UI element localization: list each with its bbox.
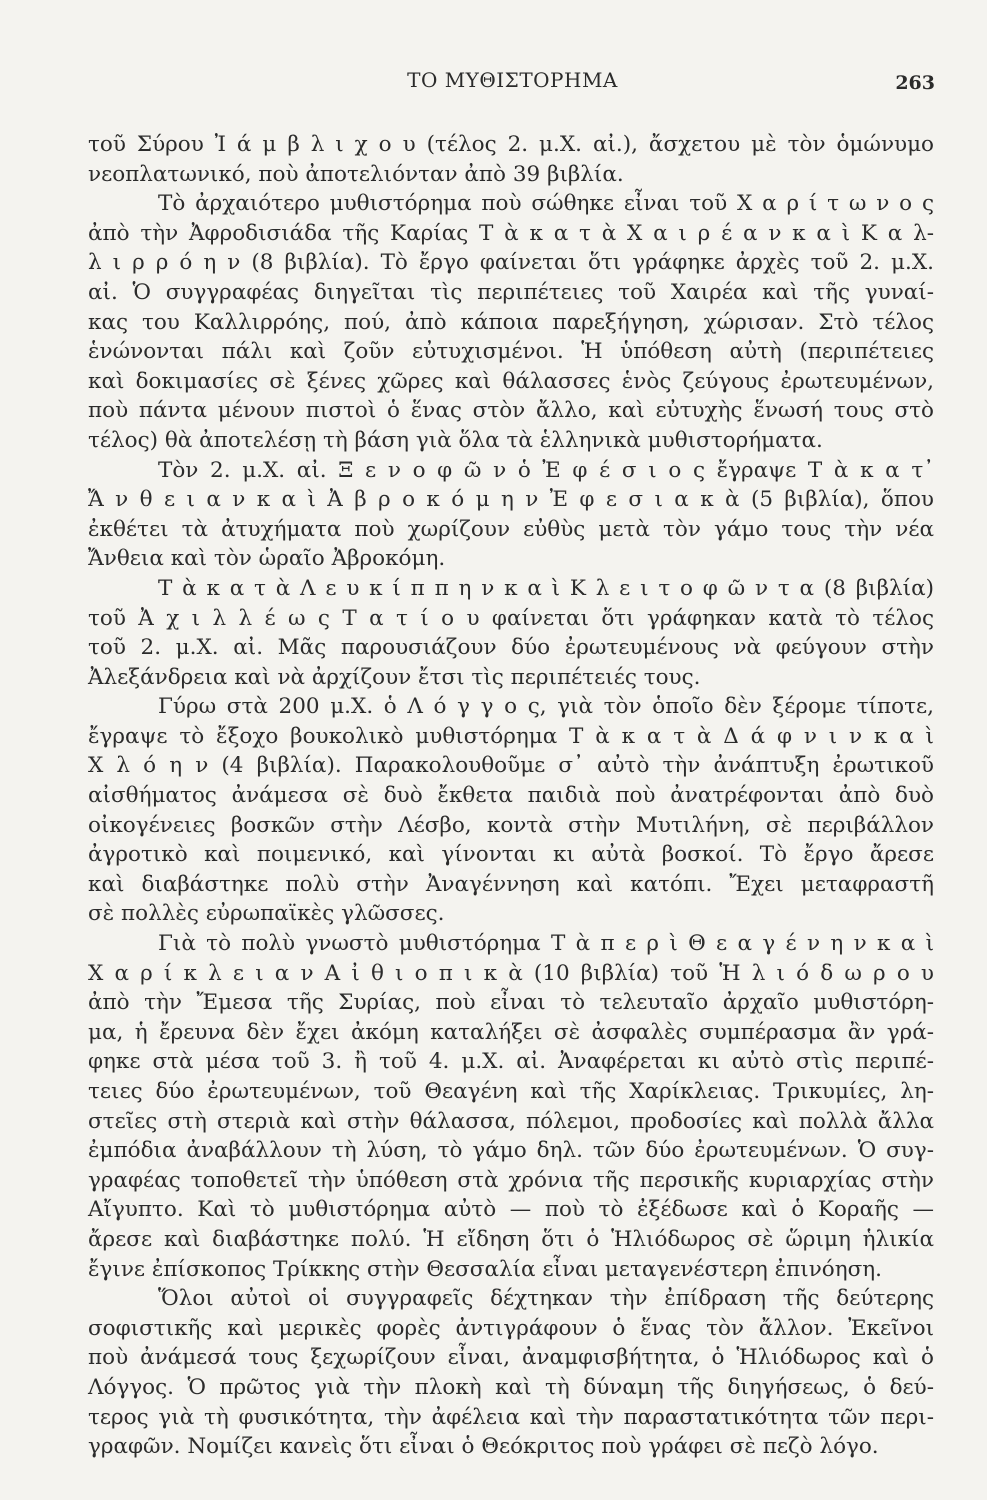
text-line: Ἀλεξάνδρεια καὶ νὰ ἀρχίζουν ἔτσι τὶς περιπέτειές τους. (88, 664, 701, 690)
text-line: σὲ πολλὲς εὐρωπαϊκὲς γλῶσσες. (88, 901, 445, 927)
text-line: τειες δύο ἐρωτευμένων, τοῦ Θεαγένη καὶ τῆς Χαρίκλειας. Τρικυμίες, λη- (88, 1079, 934, 1104)
page-number: 263 (895, 72, 935, 94)
text-line: Χ α ρ ί κ λ ε ι α ν Α ἰ θ ι ο π ι κ ὰ (10 βιβλία) τοῦ Ἡ λ ι ό δ ω ρ ο υ (88, 960, 934, 986)
text-line: κας του Καλλιρρόης, πού, ἀπὸ κάποια παρεξήγηση, χώρισαν. Στὸ τέλος (88, 309, 934, 335)
text-line: μα, ἡ ἔρευνα δὲν ἔχει ἀκόμη καταλήξει σὲ ἀσφαλὲς συμπέρασμα ἂν γρά- (88, 1019, 934, 1045)
text-line: καὶ διαβάστηκε πολὺ στὴν Ἀναγέννηση καὶ κατόπι. Ἔχει μεταφραστῆ (88, 871, 934, 897)
text-line: αἰ. Ὁ συγγραφέας διηγεῖται τὶς περιπέτειες τοῦ Χαιρέα καὶ τῆς γυναί- (88, 279, 934, 305)
running-title: ΤΟ ΜΥΘΙΣΤΟΡΗΜΑ (407, 68, 618, 92)
text-line: αἰσθήματος ἀνάμεσα σὲ δυὸ ἔκθετα παιδιὰ ποὺ ἀνατρέφονται ἀπὸ δυὸ (88, 783, 934, 809)
text-line: ἑνώνονται πάλι καὶ ζοῦν εὐτυχισμένοι. Ἡ ὑπόθεση αὐτὴ (περιπέτειες (88, 339, 934, 365)
text-line: τοῦ Ἀ χ ι λ λ έ ω ς Τ α τ ί ο υ φαίνεται ὅτι γράφηκαν κατὰ τὸ τέλος (88, 605, 934, 631)
text-line: Λόγγος. Ὁ πρῶτος γιὰ τὴν πλοκὴ καὶ τὴ δύναμη τῆς διηγήσεως, ὁ δεύ- (88, 1374, 934, 1400)
text-line: Ἄ ν θ ε ι α ν κ α ὶ Ἀ β ρ ο κ ό μ η ν Ἐ φ ε σ ι α κ ὰ (5 βιβλία), ὅπου (88, 487, 934, 513)
text-line: Ὅλοι αὐτοὶ οἱ συγγραφεῖς δέχτηκαν τὴν ἐπίδραση τῆς δεύτερης (158, 1286, 934, 1312)
page-header (90, 62, 935, 102)
paragraph (88, 130, 934, 189)
paragraph (88, 456, 934, 574)
text-line: Χ λ ό η ν (4 βιβλία). Παρακολουθοῦμε σ᾽ αὐτὸ τὴν ἀνάπτυξη ἐρωτικοῦ (88, 753, 934, 779)
text-line: Γιὰ τὸ πολὺ γνωστὸ μυθιστόρημα Τ ὰ π ε ρ ὶ Θ ε α γ έ ν η ν κ α ὶ (158, 931, 934, 957)
text-line: ἐκθέτει τὰ ἀτυχήματα ποὺ χωρίζουν εὐθὺς μετὰ τὸν γάμο τους τὴν νέα (88, 516, 934, 542)
text-line: φηκε στὰ μέσα τοῦ 3. ἢ τοῦ 4. μ.Χ. αἰ. Ἀναφέρεται κι αὐτὸ στὶς περιπέ- (88, 1049, 934, 1075)
text-line: ἀπὸ τὴν Ἀφροδισιάδα τῆς Καρίας Τ ὰ κ α τ ὰ Χ α ι ρ έ α ν κ α ὶ Κ α λ- (88, 220, 934, 246)
paragraph (88, 1284, 934, 1462)
text-line: τέλος) θὰ ἀποτελέσῃ τὴ βάση γιὰ ὅλα τὰ ἑλληνικὰ μυθιστορήματα. (88, 427, 823, 453)
text-line: γραφῶν. Νομίζει κανεὶς ὅτι εἶναι ὁ Θεόκριτος ποὺ γράφει σὲ πεζὸ λόγο. (88, 1434, 879, 1460)
text-line: ἔγινε ἐπίσκοπος Τρίκκης στὴν Θεσσαλία εἶναι μεταγενέστερη ἐπινόηση. (88, 1256, 882, 1282)
paragraph (88, 574, 934, 692)
paragraph (88, 692, 934, 929)
text-line: Τ ὰ κ α τ ὰ Λ ε υ κ ί π π η ν κ α ὶ Κ λ ε ι τ ο φ ῶ ν τ α (8 βιβλία) (158, 575, 934, 601)
text-line: Αἴγυπτο. Καὶ τὸ μυθιστόρημα αὐτὸ — ποὺ τὸ ἐξέδωσε καὶ ὁ Κοραῆς — (88, 1197, 934, 1223)
text-line: ἔγραψε τὸ ἔξοχο βουκολικὸ μυθιστόρημα Τ ὰ κ α τ ὰ Δ ά φ ν ι ν κ α ὶ (88, 723, 934, 749)
body-text (88, 130, 934, 1462)
text-line: ἀγροτικὸ καὶ ποιμενικό, καὶ γίνονται κι αὐτὰ βοσκοί. Τὸ ἔργο ἄρεσε (88, 842, 934, 868)
text-line: σοφιστικῆς καὶ μερικὲς φορὲς ἀντιγράφουν ὁ ἕνας τὸν ἄλλον. Ἐκεῖνοι (88, 1315, 934, 1341)
text-line: ποὺ πάντα μένουν πιστοὶ ὁ ἕνας στὸν ἄλλο, καὶ εὐτυχὴς ἕνωσή τους στὸ (88, 398, 934, 424)
text-line: Τὸν 2. μ.Χ. αἰ. Ξ ε ν ο φ ῶ ν ὁ Ἐ φ έ σ ι ο ς ἔγραψε Τ ὰ κ α τ᾽ (158, 457, 934, 483)
text-line: στεῖες στὴ στεριὰ καὶ στὴν θάλασσα, πόλεμοι, προδοσίες καὶ πολλὰ ἄλλα (88, 1108, 934, 1134)
text-line: τοῦ Σύρου Ἰ ά μ β λ ι χ ο υ (τέλος 2. μ.Χ. αἰ.), ἄσχετου μὲ τὸν ὁμώνυμο (88, 132, 934, 157)
text-line: τοῦ 2. μ.Χ. αἰ. Μᾶς παρουσιάζουν δύο ἐρωτευμένους νὰ φεύγουν στὴν (88, 635, 934, 661)
text-line: Γύρω στὰ 200 μ.Χ. ὁ Λ ό γ γ ο ς, γιὰ τὸν ὁποῖο δὲν ξέρομε τίποτε, (158, 694, 934, 720)
text-line: Ἄνθεια καὶ τὸν ὡραῖο Ἀβροκόμη. (88, 546, 446, 572)
paragraph (88, 189, 934, 455)
text-line: καὶ δοκιμασίες σὲ ξένες χῶρες καὶ θάλασσες ἑνὸς ζεύγους ἐρωτευμένων, (88, 368, 934, 394)
text-line: οἰκογένειες βοσκῶν στὴν Λέσβο, κοντὰ στὴν Μυτιλήνη, σὲ περιβάλλον (88, 812, 934, 838)
text-line: Τὸ ἀρχαιότερο μυθιστόρημα ποὺ σώθηκε εἶναι τοῦ Χ α ρ ί τ ω ν ο ς (158, 191, 934, 217)
text-line: ἄρεσε καὶ διαβάστηκε πολύ. Ἡ εἴδηση ὅτι ὁ Ἡλιόδωρος σὲ ὥριμη ἡλικία (88, 1226, 934, 1252)
text-line: ἐμπόδια ἀναβάλλουν τὴ λύση, τὸ γάμο δηλ. τῶν δύο ἐρωτευμένων. Ὁ συγ- (88, 1138, 934, 1164)
text-line: τερος γιὰ τὴ φυσικότητα, τὴν ἀφέλεια καὶ τὴν παραστατικότητα τῶν περι- (88, 1404, 934, 1430)
text-line: ἀπὸ τὴν Ἔμεσα τῆς Συρίας, ποὺ εἶναι τὸ τελευταῖο ἀρχαῖο μυθιστόρη- (88, 990, 934, 1016)
paragraph (88, 929, 934, 1284)
text-line: λ ι ρ ρ ό η ν (8 βιβλία). Τὸ ἔργο φαίνεται ὅτι γράφηκε ἀρχὲς τοῦ 2. μ.Χ. (88, 250, 934, 276)
text-line: γραφέας τοποθετεῖ τὴν ὑπόθεση στὰ χρόνια τῆς περσικῆς κυριαρχίας στὴν (88, 1167, 934, 1193)
text-line: ποὺ ἀνάμεσά τους ξεχωρίζουν εἶναι, ἀναμφισβήτητα, ὁ Ἡλιόδωρος καὶ ὁ (88, 1345, 934, 1371)
text-line: νεοπλατωνικό, ποὺ ἀποτελιόνταν ἀπὸ 39 βιβλία. (88, 161, 624, 187)
